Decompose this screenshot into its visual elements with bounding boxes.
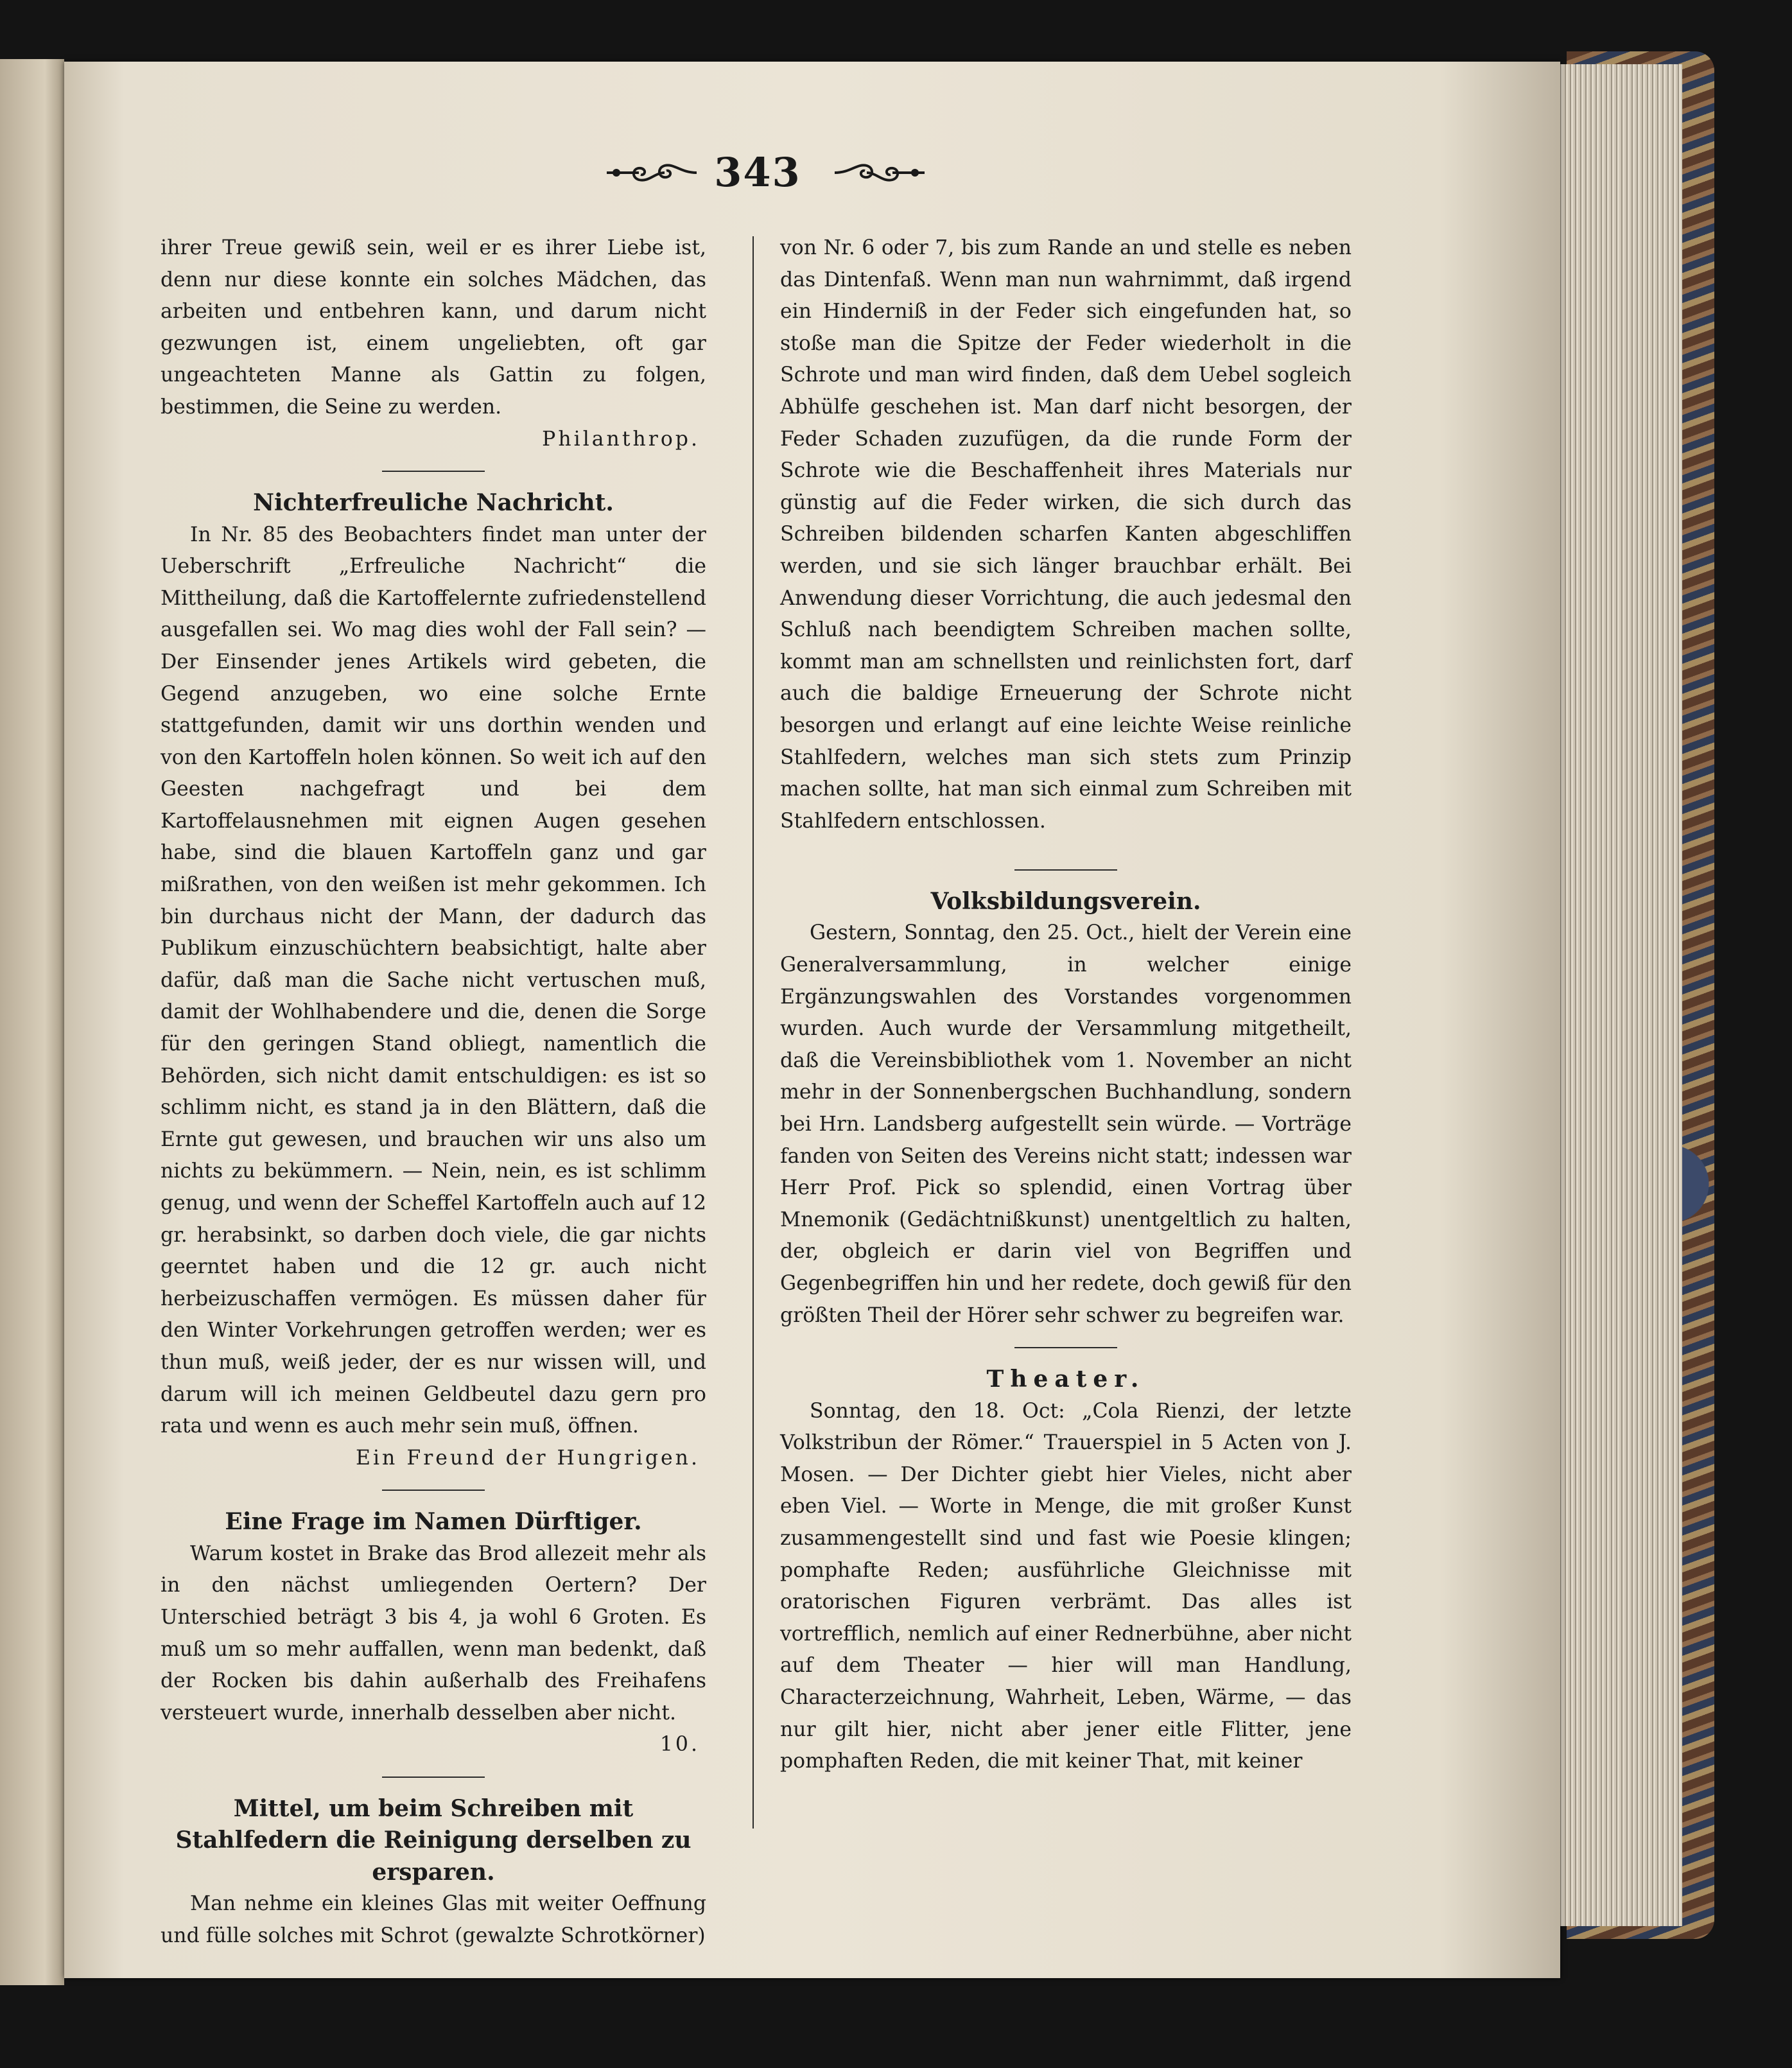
left-column (161, 232, 706, 1952)
article-title: Eine Frage im Namen Dürftiger. (225, 1508, 642, 1536)
article-title: Volksbildungsverein. (930, 887, 1201, 915)
facing-page-edge (0, 59, 64, 1985)
article-body: Man nehme ein kleines Glas mit weiter Oeffnung und fülle solches mit Schrot (gewalzte Schrotkörner) (161, 1892, 706, 1948)
article-body: Warum kostet in Brake das Brod allezeit mehr als in den nächst umliegenden Oertern? Der Unterschied beträgt 3 bis 4, ja wohl 6 Groten. Es muß um so mehr auffallen, wenn man bedenkt, daß der Rocken bis dahin außerhalb des Freihafens versteuert wurde, innerhalb desselben aber nicht. (161, 1542, 706, 1725)
article-body: Gestern, Sonntag, den 25. Oct., hielt der Verein eine Generalversammlung, in welcher einige Ergänzungswahlen des Vorstandes vorgenommen wurden. Auch wurde der Versammlung mitgetheilt, daß die Vereinsbibliothek vom 1. November an nicht mehr in der Sonnenbergschen Buchhandlung, sondern bei Hrn. Landsberg aufgestellt sein würde. — Vorträge fanden von Seiten des Vereins nicht statt; indessen war Herr Prof. Pick so splendid, einen Vortrag über Mnemonik (Gedächtnißkunst) unentgeltlich zu halten, der, obgleich er darin viel von Begriffen und Gegenbegriffen hin und her redete, doch gewiß für den größten Theil der Hörer sehr schwer zu begreifen war. (780, 921, 1352, 1327)
article-body: In Nr. 85 des Beobachters findet man unter der Ueberschrift „Erfreuliche Nachricht“ die Mittheilung, daß die Kartoffelernte zufriedenstellend ausgefallen sei. Wo mag dies wohl der Fall sein? — Der Einsender jenes Artikels wird gebeten, die Gegend anzugeben, wo eine solche Ernte stattgefunden, damit wir uns dorthin wenden und von den Kartoffeln holen können. So weit ich auf den Geesten nachgefragt und bei dem Kartoffelausnehmen mit eignen Augen gesehen habe, sind die blauen Kartoffeln ganz und gar mißrathen, von den weißen ist mehr gekommen. Ich bin durchaus nicht der Mann, der dadurch das Publikum einzuschüchtern beabsichtigt, halte aber dafür, daß man die Sache nicht vertuschen muß, damit der Wohlhabendere und die, denen die Sorge für den geringen Stand obliegt, namentlich die Behörden, sich nicht damit entschuldigen: es ist so schlimm nicht, es stand ja in den Blättern, daß die Ernte gut gewesen, und brauchen wir uns also um nichts zu bekümmern. — Nein, nein, es ist schlimm genug, und wenn der Scheffel Kartoffeln auch auf 12 gr. herabsinkt, so darben doch viele, die gar nichts geerntet haben und die 12 gr. auch nicht herbeizuschaffen vermögen. Es müssen daher für den Winter Vorkehrungen getroffen werden; wer es thun muß, weiß jeder, der es nur wissen will, und darum will ich meinen Geldbeutel dazu gern pro rata und wenn es auch mehr sein muß, öffnen. (161, 523, 706, 1438)
divider-rule (1014, 1347, 1117, 1348)
column-divider (752, 236, 754, 1829)
divider-rule (382, 1777, 485, 1778)
right-ornament-icon (831, 157, 928, 189)
intro-text: ihrer Treue gewiß sein, weil er es ihrer Liebe ist, denn nur diese konnte ein solches Mädchen, das arbeiten und entbehren kann, und darum nicht gezwungen ist, einem ungeliebten, oft gar ungeachteten Manne als Gattin zu folgen, bestimmen, die Seine zu werden. (161, 236, 706, 419)
article-title: Theater. (986, 1365, 1145, 1393)
article-signature: Ein Freund der Hungrigen. (355, 1446, 700, 1470)
divider-rule (382, 1490, 485, 1491)
article-continuation: von Nr. 6 oder 7, bis zum Rande an und stelle es neben das Dintenfaß. Wenn man nun wahrnimmt, daß irgend ein Hinderniß in der Feder sich eingefunden hat, so stoße man die Spitze der Feder wiederholt in die Schrote und man wird finden, daß dem Uebel sogleich Abhülfe geschehen ist. Man darf nicht besorgen, der Feder Schaden zuzufügen, da die runde Form der Schrote wie die Beschaffenheit ihres Materials nur günstig auf die Feder wirken, die sich durch das Schreiben bildenden scharfen Kanten abgeschliffen werden, und sie sich länger brauchbar erhält. Bei Anwendung dieser Vorrichtung, die auch jedesmal den Schluß nach beendigtem Schreiben machen sollte, kommt man am schnellsten und reinlichsten fort, darf auch die baldige Erneuerung der Schrote nicht besorgen und erlangt auf eine leichte Weise reinliche Stahlfedern, welches man sich stets zum Prinzip machen sollte, hat man sich einmal zum Schreiben mit Stahlfedern entschlossen. (780, 236, 1352, 833)
article-body: Sonntag, den 18. Oct: „Cola Rienzi, der letzte Volkstribun der Römer.“ Trauerspiel in 5 Acten von J. Mosen. — Der Dichter giebt hier Vieles, nicht aber eben Viel. — Worte in Menge, die mit großer Kunst zusammengestellt sind und fast wie Poesie klingen; pomphafte Reden; ausführliche Gleichnisse mit oratorischen Figuren verbrämt. Das alles ist vortrefflich, nemlich auf einer Rednerbühne, aber nicht auf dem Theater — hier will man Handlung, Characterzeichnung, Wahrheit, Leben, Wärme, — das nur gilt hier, nicht aber jener eitle Flitter, jene pomphaften Reden, die mit keiner That, mit keiner (780, 1399, 1352, 1773)
page-header (0, 149, 1792, 207)
page-number: 343 (714, 149, 801, 196)
article-title: Nichterfreuliche Nachricht. (253, 489, 614, 516)
divider-rule (382, 471, 485, 472)
left-ornament-icon (604, 157, 700, 189)
intro-signature: Philanthrop. (542, 427, 700, 451)
right-column (780, 232, 1352, 1778)
article-signature: 10. (659, 1733, 700, 1757)
divider-rule (1014, 869, 1117, 871)
article-title: Mittel, um beim Schreiben mit Stahlfedern die Reinigung derselben zu ersparen. (175, 1794, 692, 1886)
